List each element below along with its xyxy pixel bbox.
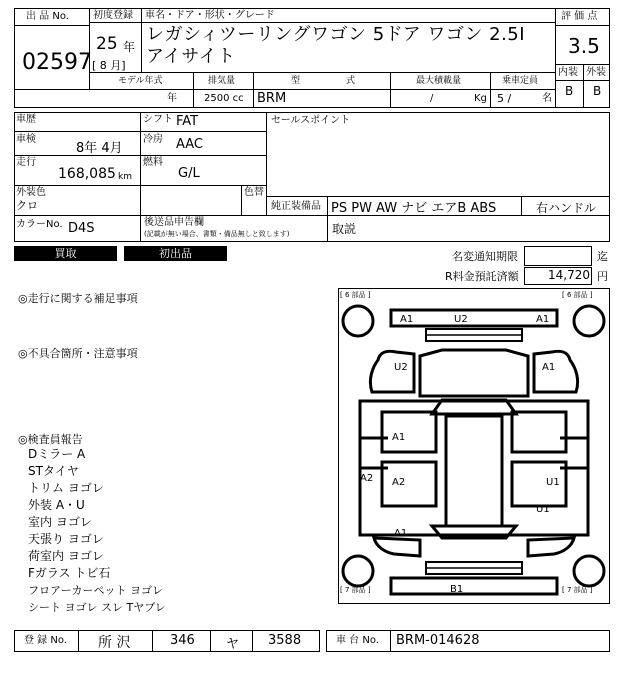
exterior-label: 外装 [586, 67, 606, 78]
list-item: Dミラー A [28, 447, 86, 461]
tire-front-left-icon [343, 306, 373, 336]
max-load-unit: Kg [474, 93, 487, 104]
mark-fender-left: U2 [394, 362, 408, 373]
shift-label: シフト [143, 114, 173, 125]
type-label: 型 [291, 76, 301, 86]
declaration-note: (記載が無い場合、書類・備品無しと致します) [144, 230, 290, 238]
registration-number: 3588 [268, 633, 302, 648]
mark-door-front-right: U1 [546, 477, 560, 488]
mark-door-rear-right: U1 [536, 504, 550, 515]
registration-year: 25 [96, 34, 118, 54]
list-item: フロアーカーペット ヨゴレ [28, 584, 163, 597]
list-item: 室内 ヨゴレ [28, 515, 92, 529]
tire-front-left-label: [ 6 部品 ] [340, 291, 371, 299]
interior-label: 内装 [558, 67, 578, 78]
mileage-unit: km [118, 172, 132, 182]
mark-front-left: A1 [400, 314, 414, 325]
buy-button[interactable]: 買取 [14, 246, 117, 261]
interior-grade: B [565, 84, 574, 98]
declaration-label: 後送品申告欄 [144, 217, 204, 228]
mileage-label: 走行 [16, 157, 36, 168]
transfer-deadline-unit: 迄 [597, 250, 608, 263]
declaration-value: 取説 [332, 222, 357, 236]
inspection-label: 車検 [16, 134, 36, 145]
max-load-label: 最大積載量 [416, 76, 462, 86]
inspector-report-title: ◎検査員報告 [18, 433, 83, 446]
displacement-label: 排気量 [208, 76, 236, 86]
fuel-label: 燃料 [143, 157, 163, 168]
equipment-label: 純正装備品 [271, 201, 321, 212]
model-year-label: モデル年式 [118, 76, 163, 86]
inspector-report-list [28, 446, 166, 616]
capacity-unit: 名 [542, 93, 552, 104]
registration-kana: ヤ [226, 637, 240, 652]
car-name: レガシィツーリングワゴン 5ドア ワゴン 2.5I アイサイト [146, 24, 526, 67]
car-damage-diagram [338, 288, 610, 604]
list-item: トリム ヨゴレ [28, 481, 104, 495]
steering-value: 右ハンドル [536, 201, 597, 215]
mark-front-center: U2 [454, 314, 468, 325]
transfer-deadline-field [524, 246, 592, 266]
first-registration-label: 初度登録 [93, 10, 133, 21]
consign-button[interactable]: 初出品 [124, 246, 227, 261]
color-no-label: カラーNo. [16, 219, 63, 230]
sales-point-label: セールスポイント [271, 115, 351, 126]
exterior-color-label: 外装色 [16, 187, 46, 198]
list-item: Fガラス トビ石 [28, 566, 111, 580]
list-item: 外装 A・U [28, 498, 85, 512]
mark-front-right: A1 [536, 314, 550, 325]
transfer-deadline-label: 名変通知期限 [452, 250, 518, 263]
tire-rear-left-label: [ 7 部品 ] [340, 586, 371, 594]
list-item: STタイヤ [28, 464, 79, 478]
mark-door-front-left: A1 [392, 432, 406, 443]
chassis-label: 車 台 No. [336, 635, 379, 646]
ac-label: 冷房 [143, 134, 163, 145]
model-year-unit: 年 [167, 93, 177, 104]
model-type: BRM [257, 91, 287, 106]
defects-notes-title: ◎不具合箇所・注意事項 [18, 347, 138, 360]
recycle-fee-label: R料金預託済額 [445, 270, 519, 283]
registration-class: 346 [170, 633, 195, 648]
driving-notes-title: ◎走行に関する補足事項 [18, 292, 138, 305]
tire-front-right-icon [574, 306, 604, 336]
lot-label: 出 品 No. [26, 11, 69, 22]
tire-rear-right-icon [574, 556, 604, 586]
fuel-value: G/L [178, 166, 200, 181]
mark-quarter-left: A1 [394, 528, 408, 539]
inspection-value: 8年 4月 [76, 141, 123, 156]
chassis-number: BRM-014628 [396, 633, 480, 648]
registration-year-unit: 年 [123, 40, 136, 54]
tire-rear-left-icon [343, 556, 373, 586]
registration-label: 登 録 No. [24, 635, 67, 646]
registration-month: [ 8 月] [92, 59, 126, 72]
registration-area: 所 沢 [98, 635, 131, 651]
color-change-label: 色替 [244, 187, 264, 198]
exterior-color-value: クロ [16, 199, 38, 212]
tire-rear-right-label: [ 7 部品 ] [562, 586, 593, 594]
list-item: 荷室内 ヨゴレ [28, 549, 104, 563]
mark-fender-right: A1 [542, 362, 556, 373]
mark-rear-center: B1 [450, 584, 464, 595]
color-no-value: D4S [68, 221, 95, 236]
capacity-value: 5 / [497, 92, 512, 105]
exterior-grade: B [593, 84, 602, 98]
equipment-value: PS PW AW ナビ エアB ABS [331, 201, 497, 216]
mark-door-rear-left: A2 [392, 477, 406, 488]
score: 3.5 [568, 34, 600, 58]
capacity-label: 乗車定員 [502, 76, 539, 86]
history-label: 車歴 [16, 114, 36, 125]
score-label: 評 価 点 [561, 11, 598, 22]
mark-side-left: A2 [360, 473, 374, 484]
max-load-value: / [430, 93, 434, 104]
shift-value: FAT [176, 114, 199, 129]
mileage-value: 168,085 [58, 166, 116, 182]
list-item: 天張り ヨゴレ [28, 532, 104, 546]
list-item: シート ヨゴレ スレ Tヤブレ [28, 601, 166, 614]
type-label-2: 式 [346, 76, 356, 86]
ac-value: AAC [176, 137, 203, 152]
lot-number: 02597 [22, 50, 92, 75]
car-name-label: 車名・ドア・形状・グレード [145, 10, 275, 21]
displacement: 2500 cc [204, 93, 244, 104]
recycle-fee-value: 14,720 [548, 268, 590, 282]
tire-front-right-label: [ 6 部品 ] [562, 291, 593, 299]
recycle-fee-unit: 円 [597, 270, 608, 283]
